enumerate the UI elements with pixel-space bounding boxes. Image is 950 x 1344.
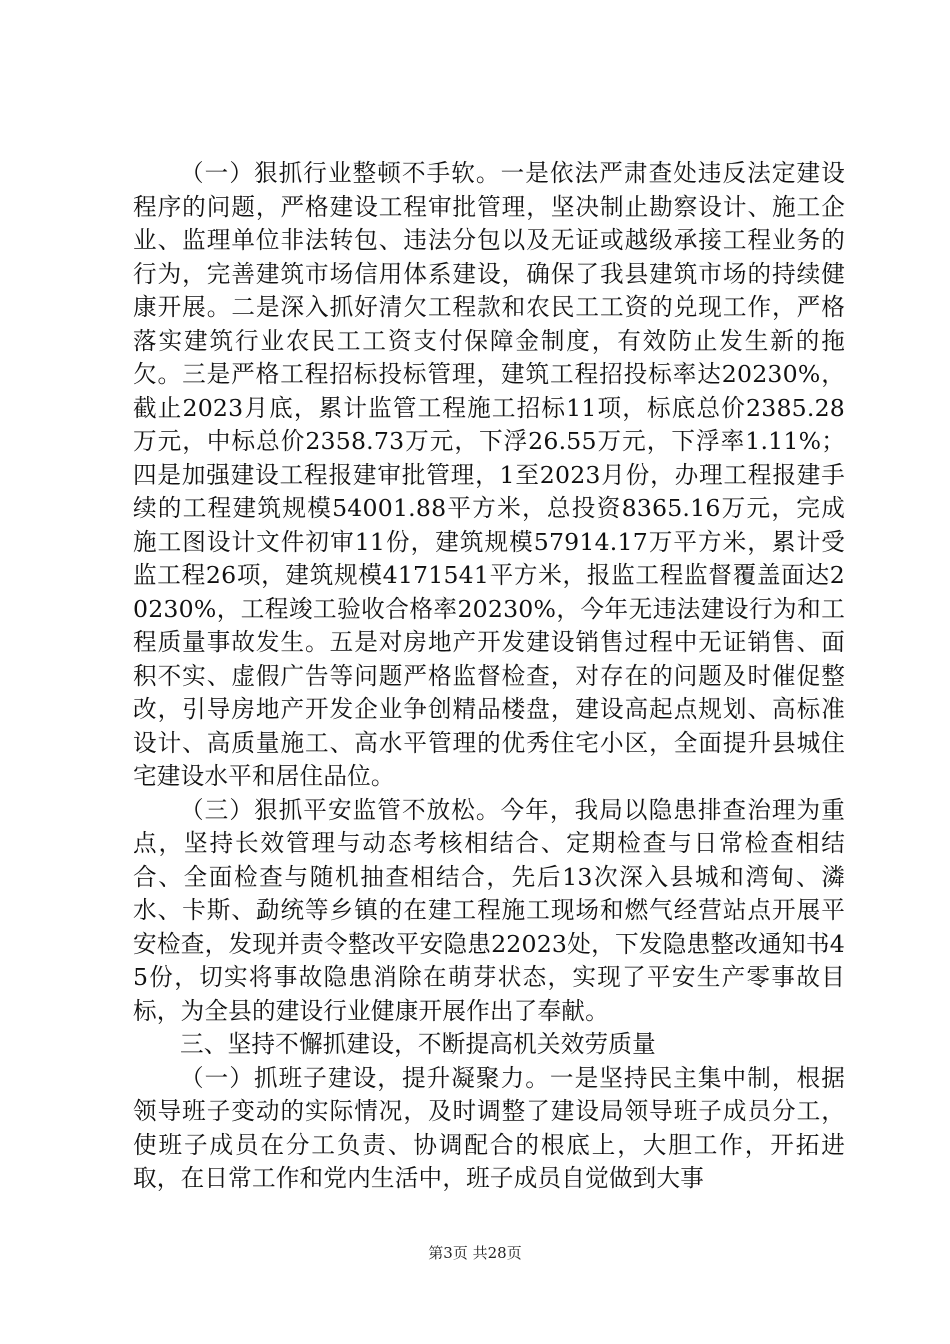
- section-heading: 三、坚持不懈抓建设，不断提高机关效劳质量: [180, 1030, 656, 1058]
- page-footer: 第3页 共28页: [428, 1244, 522, 1262]
- document-body: [133, 157, 845, 1196]
- paragraph-safety-supervision: （三）狠抓平安监管不放松。今年，我局以隐患排查治理为重点，坚持长效管理与动态考核相结合、定期检查与日常检查相结合、全面检查与随机抽查相结合，先后13次深入县城和湾甸、潾水、卡斯、勐统等乡镇的在建工程施工现场和燃气经营站点开展平安检查，发现并责令整改平安隐患22023处，下发隐患整改通知书45份，切实将事故隐患消除在萌芽状态，实现了平安生产零事故目标，为全县的建设行业健康开展作出了奉献。: [133, 795, 845, 1025]
- paragraph-industry-rectification: （一）狠抓行业整顿不手软。一是依法严肃查处违反法定建设程序的问题，严格建设工程审批管理，坚决制止勘察设计、施工企业、监理单位非法转包、违法分包以及无证或越级承接工程业务的行为，完善建筑市场信用体系建设，确保了我县建筑市场的持续健康开展。二是深入抓好清欠工程款和农民工工资的兑现工作，严格落实建筑行业农民工工资支付保障金制度，有效防止发生新的拖欠。三是严格工程招标投标管理，建筑工程招投标率达20230%，截止2023月底，累计监管工程施工招标11项，标底总价2385.28万元，中标总价2358.73万元，下浮26.55万元，下浮率1.11%；四是加强建设工程报建审批管理，1至2023月份，办理工程报建手续的工程建筑规模54001.88平方米，总投资8365.16万元，完成施工图设计文件初审11份，建筑规模57914.17万平方米，累计受监工程26项，建筑规模4171541平方米，报监工程监督覆盖面达20230%，工程竣工验收合格率20230%，今年无违法建设行为和工程质量事故发生。五是对房地产开发建设销售过程中无证销售、面积不实、虚假广告等问题严格监督检查，对存在的问题及时催促整改，引导房地产开发企业争创精品楼盘，建设高起点规划、高标准设计、高质量施工、高水平管理的优秀住宅小区，全面提升县城住宅建设水平和居住品位。: [133, 159, 845, 790]
- paragraph-team-building: （一）抓班子建设，提升凝聚力。一是坚持民主集中制，根据领导班子变动的实际情况，及时调整了建设局领导班子成员分工，使班子成员在分工负责、协调配合的根底上，大胆工作，开拓进取，在日常工作和党内生活中，班子成员自觉做到大事: [133, 1063, 845, 1192]
